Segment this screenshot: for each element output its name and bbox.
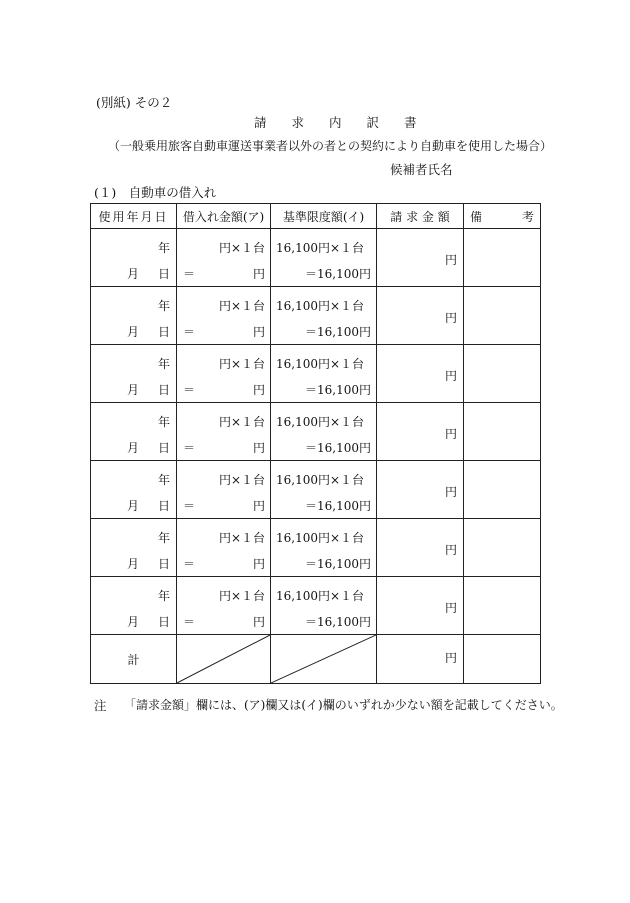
day-unit: 日 xyxy=(157,441,170,455)
rental-equals: ＝ xyxy=(183,267,196,281)
rental-equals: ＝ xyxy=(183,615,196,629)
rental-amount-cell[interactable] xyxy=(177,461,271,519)
header-limit-amount: 基準限度額(イ) xyxy=(271,204,377,229)
limit-total: ＝16,100円 xyxy=(305,557,371,571)
limit-amount-cell xyxy=(271,403,377,461)
table-row xyxy=(91,577,541,635)
claim-amount-cell[interactable] xyxy=(377,461,464,519)
claim-amount-cell[interactable] xyxy=(377,519,464,577)
limit-total: ＝16,100円 xyxy=(305,615,371,629)
day-unit: 日 xyxy=(157,557,170,571)
rental-per-unit: 円×１台 xyxy=(218,531,265,545)
header-notes xyxy=(464,204,541,229)
limit-per-unit: 16,100円×１台 xyxy=(276,241,365,255)
rental-per-unit: 円×１台 xyxy=(218,357,265,371)
usage-date-cell xyxy=(91,403,177,461)
claim-amount-cell[interactable] xyxy=(377,403,464,461)
header-row xyxy=(91,204,541,229)
usage-date-cell xyxy=(91,229,177,287)
rental-amount-cell[interactable] xyxy=(177,403,271,461)
rental-yen: 円 xyxy=(252,557,265,571)
limit-amount-cell xyxy=(271,519,377,577)
limit-total: ＝16,100円 xyxy=(305,383,371,397)
rental-per-unit: 円×１台 xyxy=(218,299,265,313)
notes-cell[interactable] xyxy=(464,345,541,403)
table-row xyxy=(91,403,541,461)
usage-date-cell xyxy=(91,519,177,577)
day-unit: 日 xyxy=(157,499,170,513)
rental-yen: 円 xyxy=(252,441,265,455)
usage-date-cell xyxy=(91,577,177,635)
limit-amount-cell xyxy=(271,229,377,287)
limit-total: ＝16,100円 xyxy=(305,441,371,455)
month-unit: 月 xyxy=(127,325,140,339)
year-unit: 年 xyxy=(157,357,170,371)
diagonal-strike-line xyxy=(271,635,376,683)
usage-date-cell xyxy=(91,287,177,345)
annex-label: (別紙) その２ xyxy=(96,95,173,110)
year-unit: 年 xyxy=(157,415,170,429)
document-title: 請 求 内 訳 書 xyxy=(254,115,417,130)
claim-yen: 円 xyxy=(444,543,457,557)
limit-per-unit: 16,100円×１台 xyxy=(276,473,365,487)
diagonal-strike-line xyxy=(177,635,270,683)
rental-per-unit: 円×１台 xyxy=(218,473,265,487)
claim-yen: 円 xyxy=(444,369,457,383)
rental-equals: ＝ xyxy=(183,557,196,571)
table-row xyxy=(91,229,541,287)
usage-date-cell xyxy=(91,461,177,519)
claim-yen: 円 xyxy=(444,601,457,615)
year-unit: 年 xyxy=(157,241,170,255)
candidate-name-label: 候補者氏名 xyxy=(390,162,453,177)
rental-per-unit: 円×１台 xyxy=(218,589,265,603)
rental-yen: 円 xyxy=(252,325,265,339)
notes-cell[interactable] xyxy=(464,461,541,519)
month-unit: 月 xyxy=(127,615,140,629)
document-subtitle: （一般乗用旅客自動車運送事業者以外の者との契約により自動車を使用した場合） xyxy=(108,139,553,153)
rental-equals: ＝ xyxy=(183,499,196,513)
rental-per-unit: 円×１台 xyxy=(218,241,265,255)
rental-yen: 円 xyxy=(252,383,265,397)
total-limit-cell-blank xyxy=(271,635,377,684)
table-row xyxy=(91,287,541,345)
notes-cell[interactable] xyxy=(464,403,541,461)
limit-per-unit: 16,100円×１台 xyxy=(276,299,365,313)
claim-amount-cell[interactable] xyxy=(377,345,464,403)
limit-amount-cell xyxy=(271,461,377,519)
rental-amount-cell[interactable] xyxy=(177,577,271,635)
total-label: 計 xyxy=(127,652,140,667)
total-label-cell xyxy=(91,635,177,684)
claim-yen: 円 xyxy=(444,311,457,325)
limit-per-unit: 16,100円×１台 xyxy=(276,415,365,429)
claim-yen: 円 xyxy=(444,253,457,267)
rental-per-unit: 円×１台 xyxy=(218,415,265,429)
section-title: (１) 自動車の借入れ xyxy=(94,185,217,200)
total-rental-cell-blank xyxy=(177,635,271,684)
total-row xyxy=(91,635,541,684)
month-unit: 月 xyxy=(127,267,140,281)
notes-cell[interactable] xyxy=(464,287,541,345)
header-rental-amount: 借入れ金額(ア) xyxy=(177,204,271,229)
limit-amount-cell xyxy=(271,345,377,403)
rental-equals: ＝ xyxy=(183,441,196,455)
day-unit: 日 xyxy=(157,267,170,281)
month-unit: 月 xyxy=(127,499,140,513)
table-row xyxy=(91,461,541,519)
header-usage-date: 使用年月日 xyxy=(91,204,177,229)
rental-yen: 円 xyxy=(252,499,265,513)
usage-date-cell xyxy=(91,345,177,403)
header-claim-amount: 請 求 金 額 xyxy=(377,204,464,229)
limit-per-unit: 16,100円×１台 xyxy=(276,357,365,371)
total-claim-yen: 円 xyxy=(444,651,457,665)
rental-equals: ＝ xyxy=(183,383,196,397)
footnote-text: 「請求金額」欄には、(ア)欄又は(イ)欄のいずれか少ない額を記載してください。 xyxy=(124,698,563,712)
rental-amount-cell[interactable] xyxy=(177,345,271,403)
year-unit: 年 xyxy=(157,589,170,603)
notes-cell[interactable] xyxy=(464,229,541,287)
notes-cell[interactable] xyxy=(464,577,541,635)
limit-amount-cell xyxy=(271,577,377,635)
limit-per-unit: 16,100円×１台 xyxy=(276,589,365,603)
rental-yen: 円 xyxy=(252,615,265,629)
month-unit: 月 xyxy=(127,383,140,397)
total-notes-cell xyxy=(464,635,541,684)
day-unit: 日 xyxy=(157,325,170,339)
claim-amount-cell[interactable] xyxy=(377,577,464,635)
table-row xyxy=(91,345,541,403)
limit-total: ＝16,100円 xyxy=(305,267,371,281)
header-notes-part2: 考 xyxy=(521,209,534,224)
day-unit: 日 xyxy=(157,383,170,397)
month-unit: 月 xyxy=(127,557,140,571)
rental-amount-cell[interactable] xyxy=(177,519,271,577)
rental-amount-cell[interactable] xyxy=(177,229,271,287)
footnote-label: 注 xyxy=(94,698,107,713)
rental-claims-table xyxy=(90,203,541,684)
claim-yen: 円 xyxy=(444,485,457,499)
day-unit: 日 xyxy=(157,615,170,629)
limit-per-unit: 16,100円×１台 xyxy=(276,531,365,545)
limit-amount-cell xyxy=(271,287,377,345)
rental-amount-cell[interactable] xyxy=(177,287,271,345)
claim-amount-cell[interactable] xyxy=(377,287,464,345)
rental-yen: 円 xyxy=(252,267,265,281)
limit-total: ＝16,100円 xyxy=(305,499,371,513)
claim-amount-cell[interactable] xyxy=(377,229,464,287)
notes-cell[interactable] xyxy=(464,519,541,577)
month-unit: 月 xyxy=(127,441,140,455)
rental-equals: ＝ xyxy=(183,325,196,339)
claim-yen: 円 xyxy=(444,427,457,441)
header-notes-part1: 備 xyxy=(470,209,483,224)
year-unit: 年 xyxy=(157,299,170,313)
table-row xyxy=(91,519,541,577)
year-unit: 年 xyxy=(157,531,170,545)
limit-total: ＝16,100円 xyxy=(305,325,371,339)
total-claim-cell xyxy=(377,635,464,684)
year-unit: 年 xyxy=(157,473,170,487)
